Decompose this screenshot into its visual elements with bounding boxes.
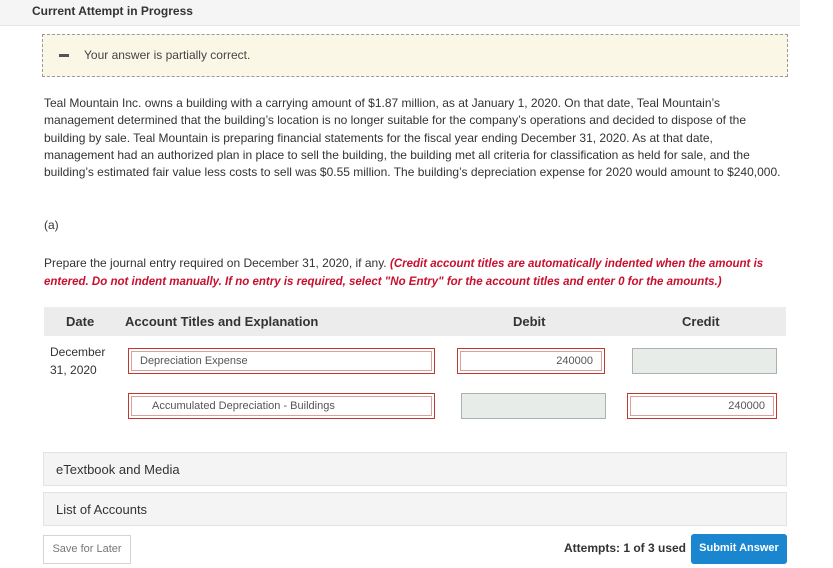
problem-statement: Teal Mountain Inc. owns a building with a carrying amount of $1.87 million, as at January 1, 2020. On that date, Teal Mountain’s management determined that the building’s location is no longer suitable for the company’s operations and decided to dispose of the building by sale. Teal Mountain is preparing financial statements for the fiscal year ending December 31, 2020. As at that date, management had an authorized plan in place to sell the building, the building met all criteria for classification as held for sale, and the building’s estimated fair value less costs to sell was $0.55 million. The building’s depreciation expense for 2020 would amount to $240,000. <box>44 96 781 180</box>
journal-table-header <box>44 307 786 336</box>
partial-correct-icon <box>59 54 69 57</box>
attempts-counter: Attempts: 1 of 3 used <box>564 541 687 555</box>
instruction-text: Prepare the journal entry required on December 31, 2020, if any. <box>44 256 387 270</box>
feedback-message: Your answer is partially correct. <box>84 48 251 62</box>
account-value-row-2: Accumulated Depreciation - Buildings <box>131 396 432 416</box>
date-line-2: 31, 2020 <box>50 363 97 377</box>
instruction-note: (Credit account titles are automatically indented when the amount is entered. Do not indent manually. If no entry is required, select "No Entry" for the account titles and enter 0 for the amounts.) <box>44 258 764 288</box>
credit-header: Credit <box>682 314 720 329</box>
instructions <box>44 255 784 291</box>
account-header: Account Titles and Explanation <box>125 314 319 329</box>
debit-header: Debit <box>513 314 546 329</box>
save-for-later-button[interactable]: Save for Later <box>43 535 131 564</box>
page-title: Current Attempt in Progress <box>32 4 193 18</box>
account-field-row-2[interactable] <box>128 393 435 419</box>
debit-field-row-1[interactable] <box>457 348 605 374</box>
account-field-row-1[interactable] <box>128 348 435 374</box>
debit-field-row-2[interactable] <box>461 393 606 419</box>
date-line-1: December <box>50 345 106 359</box>
account-value-row-1: Depreciation Expense <box>131 351 432 371</box>
etextbook-panel[interactable]: eTextbook and Media <box>43 452 787 486</box>
debit-value-row-2 <box>464 396 603 416</box>
part-label: (a) <box>44 218 59 232</box>
list-of-accounts-panel[interactable]: List of Accounts <box>43 492 787 526</box>
debit-value-row-1: 240000 <box>460 351 602 371</box>
entry-date <box>50 343 105 379</box>
submit-answer-button[interactable]: Submit Answer <box>691 534 787 564</box>
credit-value-row-1 <box>635 351 774 371</box>
credit-field-row-2[interactable] <box>627 393 777 419</box>
date-header: Date <box>66 314 95 329</box>
credit-value-row-2: 240000 <box>630 396 774 416</box>
feedback-box <box>42 34 788 77</box>
header-bar <box>0 0 800 26</box>
credit-field-row-1[interactable] <box>632 348 777 374</box>
